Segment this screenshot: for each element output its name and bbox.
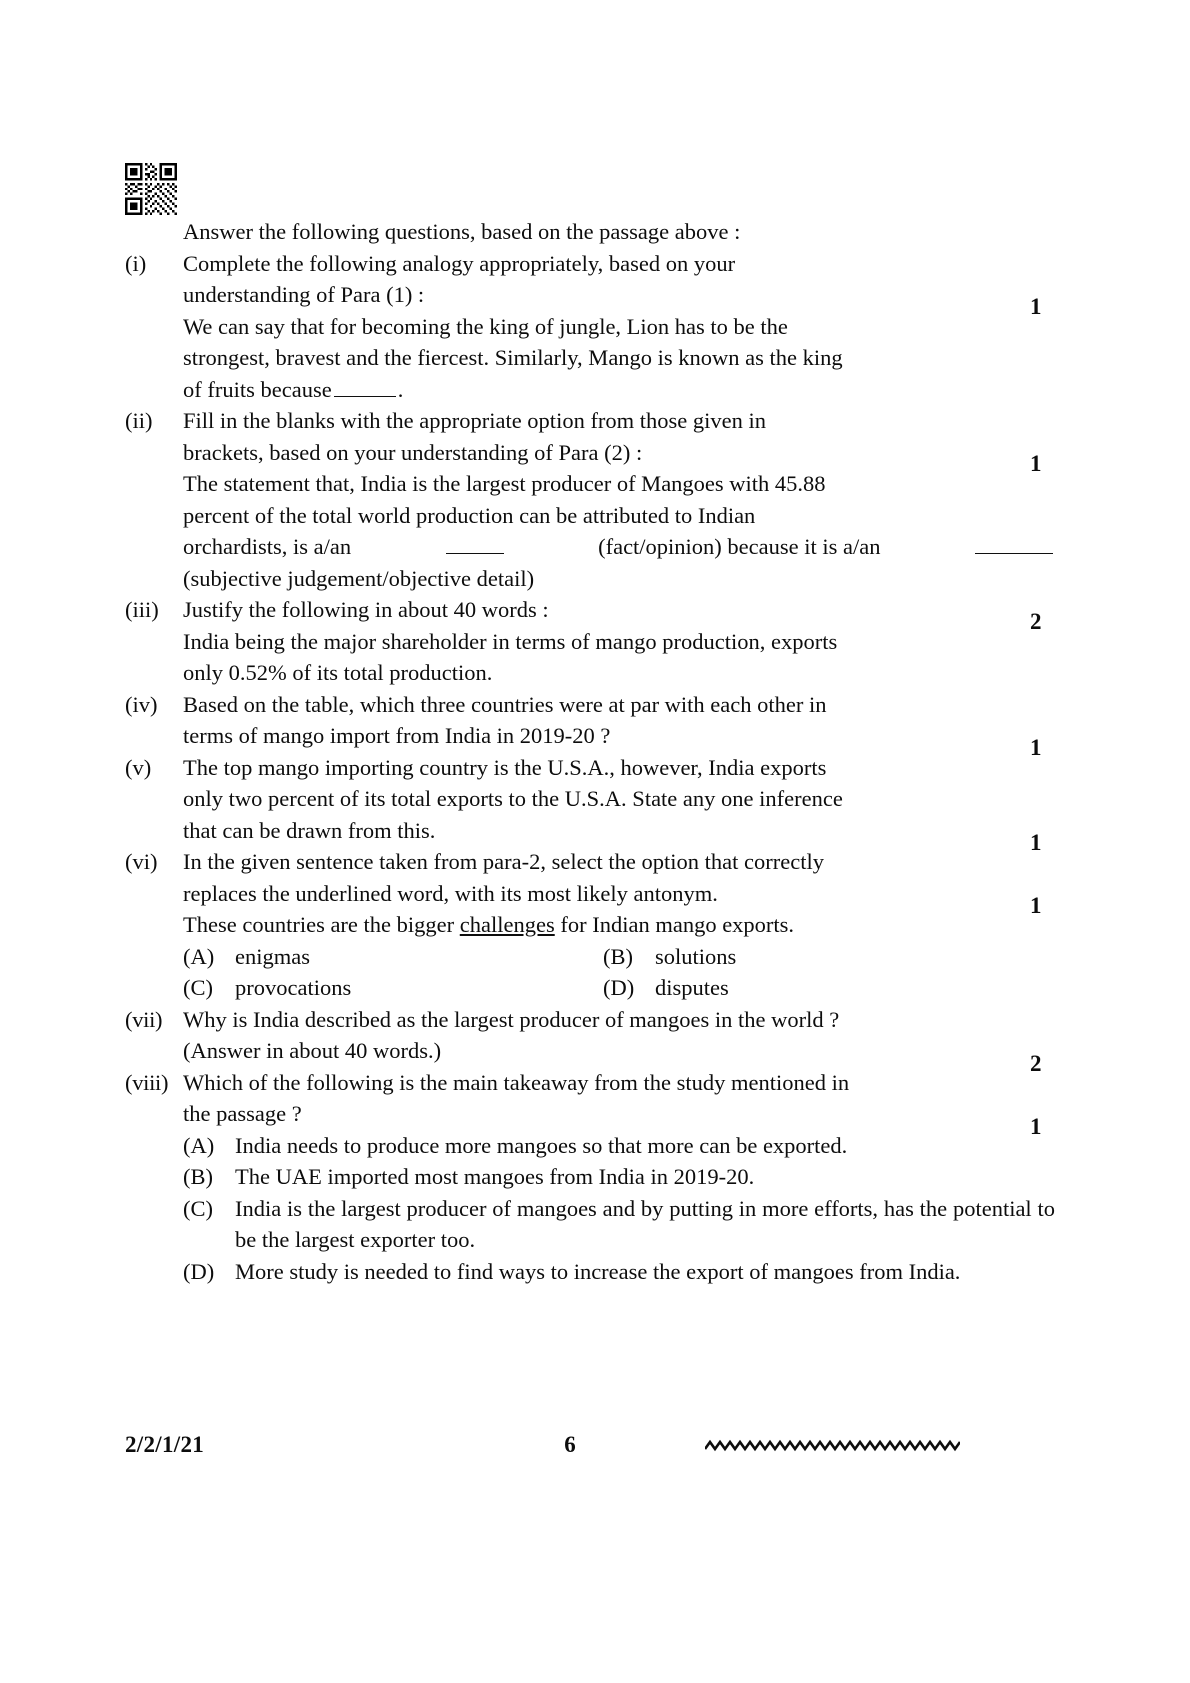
question-vii xyxy=(125,1004,1055,1067)
question-i-line2a: We can say that for becoming the king of jungle, Lion has to be the xyxy=(183,313,788,339)
option-vi-c[interactable] xyxy=(183,972,603,1004)
question-ii-line2d: (subjective judgement/objective detail) xyxy=(183,565,535,591)
option-vi-c-letter: (C) xyxy=(183,975,213,1000)
option-vi-d-letter: (D) xyxy=(603,975,635,1000)
question-v-line2: only two percent of its total exports to the U.S.A. State any one inference xyxy=(183,786,843,811)
question-v-body xyxy=(183,752,1055,847)
question-i-line1a: Complete the following analogy appropriately, based on your xyxy=(183,250,736,276)
marks-q8: 1 xyxy=(1030,1114,1042,1139)
option-viii-a-text: India needs to produce more mangoes so that more can be exported. xyxy=(235,1132,848,1158)
question-iii-line1: Justify the following in about 40 words : xyxy=(183,597,549,622)
question-v xyxy=(125,752,1055,847)
question-iii-body xyxy=(183,594,1055,689)
option-viii-c[interactable] xyxy=(183,1193,1055,1256)
sentence-before: These countries are the bigger xyxy=(183,912,460,937)
option-viii-a[interactable] xyxy=(183,1130,1055,1162)
option-vi-a[interactable] xyxy=(183,941,603,973)
option-viii-a-letter: (A) xyxy=(183,1132,215,1158)
option-viii-b-letter: (B) xyxy=(183,1164,213,1189)
question-ii-label: (ii) xyxy=(125,408,153,433)
question-vi-sentence xyxy=(183,909,1055,941)
question-vi-line2: replaces the underlined word, with its most likely antonym. xyxy=(183,880,718,906)
marks-q3: 2 xyxy=(1030,609,1042,634)
question-iv xyxy=(125,689,1055,752)
question-iii-line2b: only 0.52% of its total production. xyxy=(183,660,493,685)
question-vi-body xyxy=(183,846,1055,941)
intro-line: Answer the following questions, based on the passage above : xyxy=(183,219,741,244)
question-vii-line2: (Answer in about 40 words.) xyxy=(183,1038,442,1063)
question-ii-body xyxy=(183,405,1055,594)
option-viii-d[interactable] xyxy=(183,1256,1055,1288)
question-v-line3: that can be drawn from this. xyxy=(183,817,436,843)
question-vii-line1: Why is India described as the largest producer of mangoes in the world ? xyxy=(183,1006,840,1032)
option-vi-b-text: solutions xyxy=(655,943,737,969)
question-i-body xyxy=(183,248,1055,406)
marks-q1: 1 xyxy=(1030,294,1042,319)
question-vi-label: (vi) xyxy=(125,849,158,874)
fill-blank-2[interactable] xyxy=(446,532,504,554)
option-viii-d-text: More study is needed to find ways to increase the export of mangoes from India. xyxy=(235,1258,961,1284)
question-iv-line2: terms of mango import from India in 2019-20 ? xyxy=(183,723,611,748)
question-iii xyxy=(125,594,1055,689)
question-i-line2c xyxy=(183,374,1055,406)
option-vi-a-text: enigmas xyxy=(235,943,310,969)
question-list xyxy=(125,216,1055,1287)
sentence-after: for Indian mango exports. xyxy=(554,912,795,937)
question-ii-line1b: brackets, based on your understanding of Para (2) : xyxy=(183,439,643,465)
question-vii-body xyxy=(183,1004,1055,1067)
option-vi-c-text: provocations xyxy=(235,975,352,1000)
squiggle-divider-icon xyxy=(705,1438,960,1458)
question-ii-fact-mid: (fact/opinion) because it is a/an xyxy=(598,534,881,559)
question-i-line2c-pre: of fruits because xyxy=(183,376,332,402)
underlined-word: challenges xyxy=(459,912,555,937)
question-ii-line2b: percent of the total world production can be attributed to Indian xyxy=(183,502,756,528)
marks-q4: 1 xyxy=(1030,735,1042,760)
question-vii-label: (vii) xyxy=(125,1006,163,1032)
question-i-line1b: understanding of Para (1) : xyxy=(183,282,425,307)
question-v-label: (v) xyxy=(125,754,152,780)
question-vi xyxy=(125,846,1055,941)
option-vi-b-letter: (B) xyxy=(603,943,633,969)
question-ii-line2a: The statement that, India is the largest producer of Mangoes with 45.88 xyxy=(183,471,826,496)
fill-blank-1[interactable] xyxy=(334,374,396,396)
question-iv-line1: Based on the table, which three countries were at par with each other in xyxy=(183,691,827,717)
option-viii-c-text: India is the largest producer of mangoes and by putting in more efforts, has the potential to be the largest exporter too. xyxy=(235,1195,1055,1252)
question-i-label: (i) xyxy=(125,250,147,276)
question-viii-line2: the passage ? xyxy=(183,1101,302,1126)
question-viii-body xyxy=(183,1067,1055,1130)
paper-code: 2/2/1/21 xyxy=(125,1432,205,1457)
question-i-line2b: strongest, bravest and the fiercest. Similarly, Mango is known as the king xyxy=(183,345,843,370)
option-vi-d[interactable] xyxy=(603,972,729,1004)
marks-q7: 2 xyxy=(1030,1051,1042,1076)
question-ii-line2c xyxy=(183,531,1055,563)
qr-code-icon xyxy=(125,163,177,215)
question-iii-label: (iii) xyxy=(125,597,159,622)
question-vi-options-row1 xyxy=(183,941,1055,973)
question-i-line2c-post: . xyxy=(397,376,404,402)
option-viii-c-letter: (C) xyxy=(183,1195,213,1221)
question-iii-line2a: India being the major shareholder in terms of mango production, exports xyxy=(183,628,838,654)
option-viii-d-letter: (D) xyxy=(183,1258,215,1284)
option-viii-b[interactable] xyxy=(183,1161,1055,1193)
marks-q5: 1 xyxy=(1030,830,1042,855)
fill-blank-3[interactable] xyxy=(975,532,1053,554)
question-vi-options-row2 xyxy=(183,972,1055,1004)
question-iv-label: (iv) xyxy=(125,691,158,717)
question-v-line1: The top mango importing country is the U.S.A., however, India exports xyxy=(183,754,827,780)
question-viii-line1: Which of the following is the main takeaway from the study mentioned in xyxy=(183,1069,850,1095)
option-vi-b[interactable] xyxy=(603,941,736,973)
question-vi-line1: In the given sentence taken from para-2, select the option that correctly xyxy=(183,849,824,874)
marks-q6: 1 xyxy=(1030,893,1042,918)
question-ii-fact-pre: orchardists, is a/an xyxy=(183,534,352,559)
option-vi-d-text: disputes xyxy=(655,975,729,1000)
option-vi-a-letter: (A) xyxy=(183,943,215,969)
marks-q2: 1 xyxy=(1030,451,1042,476)
question-iv-body xyxy=(183,689,1055,752)
question-viii xyxy=(125,1067,1055,1130)
page-footer xyxy=(125,1432,1055,1466)
question-i xyxy=(125,248,1055,406)
question-viii-label: (viii) xyxy=(125,1069,169,1095)
page-number: 6 xyxy=(564,1432,576,1457)
option-viii-b-text: The UAE imported most mangoes from India in 2019-20. xyxy=(235,1164,755,1189)
question-ii xyxy=(125,405,1055,594)
question-ii-line1a: Fill in the blanks with the appropriate option from those given in xyxy=(183,408,767,433)
